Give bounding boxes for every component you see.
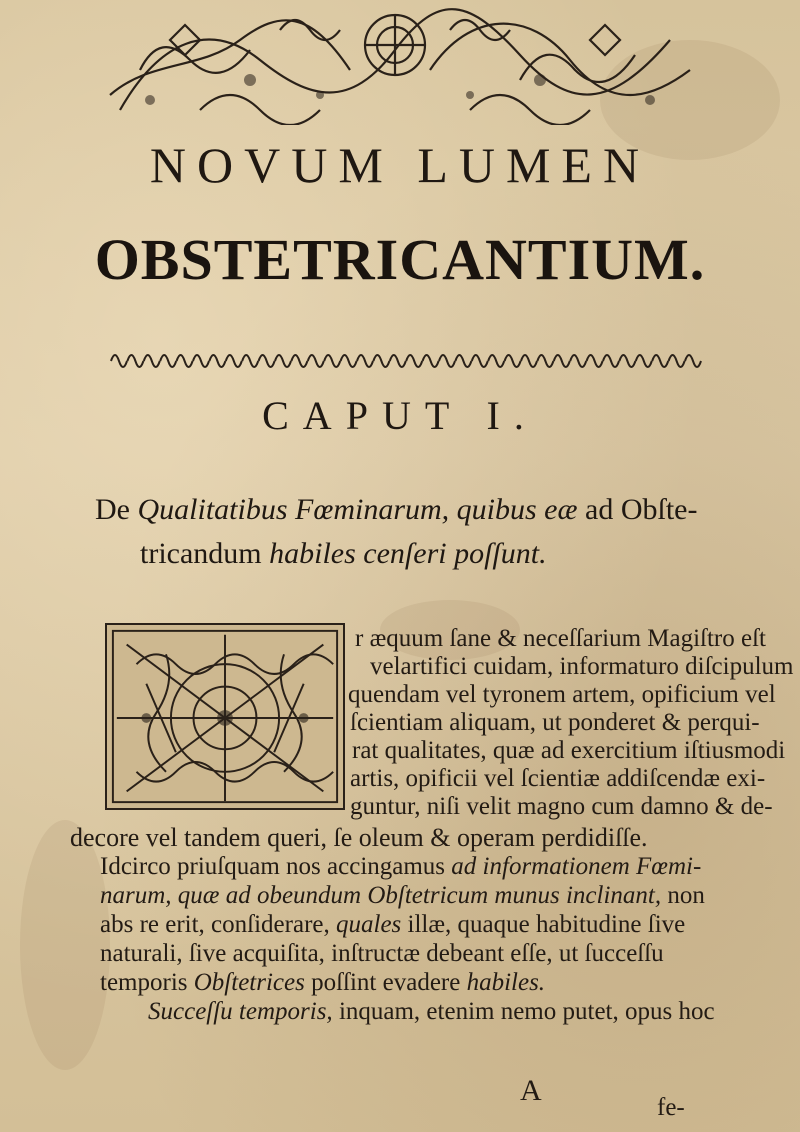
subtitle-text: De [95,493,130,526]
catchword: fe- [657,1094,685,1121]
body-text-span: non [667,882,705,909]
body-line: decore vel tandem queri, ſe oleum & operam perdidiſſe. [70,823,648,852]
title-novum-lumen: NOVUM LUMEN [149,137,651,193]
body-text-span: temporis [100,969,188,996]
body-line: ſcientiam aliquam, ut ponderet & perqui- [350,709,760,736]
body-italic-span: habiles. [466,969,546,996]
title-obstetricantium: OBSTETRICANTIUM. [94,227,706,292]
body-line [100,853,701,881]
body-text-span: illæ, quaque habitudine ſive [407,911,686,938]
body-italic-span: narum, quæ ad obeundum Obſtetricum munus inclinant, [100,882,662,909]
body-line: naturali, ſive acquiſita, inſtructæ debeant eſſe, ut ſucceſſu [100,940,664,967]
subtitle-text: tricandum [140,537,262,570]
body-line [100,882,705,910]
subtitle-italic-text: Qualitatibus Fœminarum, quibus eæ [137,493,578,526]
body-line [100,969,545,997]
subtitle-text: ad Obſte- [585,493,698,526]
body-text-span: abs re erit, conſiderare, [100,911,330,938]
chapter-heading: CAPUT I. [262,393,538,438]
body-text-span: poſſint evadere [311,969,461,996]
body-line [100,911,685,939]
body-italic-span: Succeſſu temporis, [148,998,333,1025]
body-line [148,998,715,1026]
body-line: guntur, niſi velit magno cum damno & de- [350,793,773,820]
subtitle-italic-text: habiles cenſeri poſſunt. [269,537,547,570]
body-italic-span: quales [336,911,402,938]
body-line: artis, opificii vel ſcientiæ addiſcendæ exi- [350,765,766,792]
body-text-span: Idcirco priuſquam nos accingamus [100,853,446,880]
body-line: rat qualitates, quæ ad exercitium iſtiusmodi [352,737,786,764]
body-line: r æquum ſane & neceſſarium Magiſtro eſt [355,625,766,652]
body-line: quendam vel tyronem artem, opificium vel [348,681,776,708]
body-text-span: inquam, etenim nemo putet, opus hoc [338,998,715,1025]
body-italic-span: ad informationem Fœmi- [451,853,702,880]
body-line: velartifici cuidam, informaturo diſcipulum [370,653,794,680]
signature-mark: A [520,1074,542,1107]
body-italic-span: Obſtetrices [193,969,305,996]
